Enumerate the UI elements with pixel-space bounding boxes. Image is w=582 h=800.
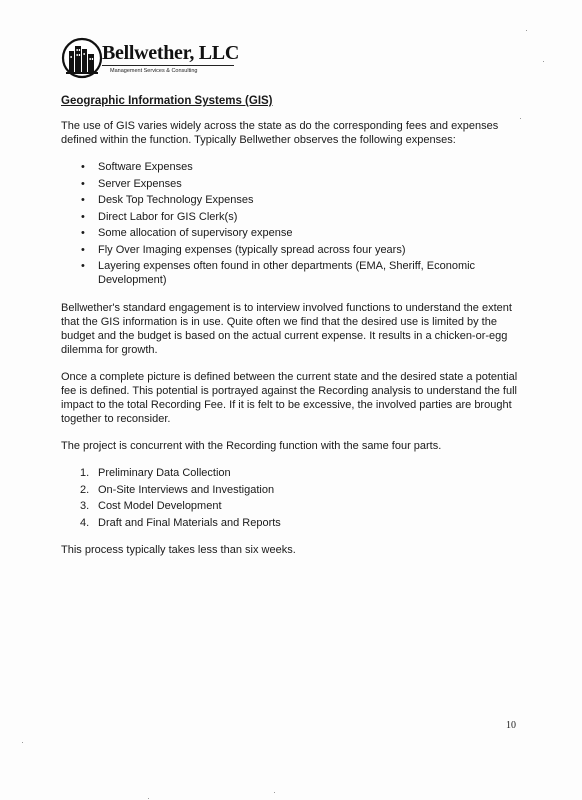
logo-divider	[102, 65, 234, 66]
document-body	[61, 94, 531, 570]
expense-item: • Direct Labor for GIS Clerk(s)	[61, 210, 531, 224]
expense-list	[61, 160, 531, 287]
scan-speck	[148, 798, 149, 799]
picture-paragraph: Once a complete picture is defined between the current state and the desired state a potential fee is defined. This potential is portrayed against the Recording analysis to understand the full impact to the total Recording Fee. If it is felt to be excessive, the involved parties are brought together to reconsider.	[61, 371, 518, 425]
expense-item: • Software Expenses	[61, 160, 531, 174]
step-item	[61, 516, 531, 530]
step-text: Cost Model Development	[98, 500, 222, 512]
expense-item: • Server Expenses	[61, 177, 531, 191]
expense-item: • Fly Over Imaging expenses (typically spread across four years)	[61, 243, 531, 257]
intro-paragraph: The use of GIS varies widely across the state as do the corresponding fees and expenses defined within the function. Typically Bellwether observes the following expenses:	[61, 120, 499, 146]
step-text: On-Site Interviews and Investigation	[98, 483, 275, 496]
step-text: Draft and Final Materials and Reports	[98, 516, 281, 529]
company-logo	[60, 36, 260, 82]
step-number: 4.	[80, 516, 90, 529]
step-item	[61, 466, 531, 480]
step-item	[61, 499, 531, 513]
scan-speck	[520, 118, 521, 119]
engagement-paragraph: Bellwether's standard engagement is to interview involved functions to understand the extent that the GIS information is in use. Quite often we find that the desired use is limited by the budget and the budget is based on the actual current expense. It results in a chicken-or-egg dilemma for growth.	[61, 302, 512, 356]
logo-tagline: Management Services & Consulting	[110, 68, 198, 74]
logo-company-name: Bellwether, LLC	[102, 42, 239, 64]
section-heading: Geographic Information Systems (GIS)	[61, 95, 273, 107]
closing-paragraph: This process typically takes less than six weeks.	[61, 543, 296, 556]
project-paragraph: The project is concurrent with the Recording function with the same four parts.	[61, 440, 442, 452]
step-text: Preliminary Data Collection	[98, 467, 231, 479]
step-number: 2.	[80, 483, 90, 496]
scan-speck	[274, 792, 275, 793]
expense-item: • Layering expenses often found in other departments (EMA, Sheriff, Economic Development)	[61, 259, 531, 287]
scan-speck	[22, 742, 23, 743]
expense-item: • Some allocation of supervisory expense	[61, 226, 531, 240]
scan-speck	[526, 30, 527, 31]
step-item	[61, 483, 531, 497]
steps-list	[61, 466, 531, 530]
page-number: 10	[506, 720, 516, 731]
step-number: 3.	[80, 500, 90, 512]
expense-item: • Desk Top Technology Expenses	[61, 193, 531, 207]
step-number: 1.	[80, 467, 90, 479]
building-logo-icon	[60, 36, 104, 80]
scan-speck	[543, 61, 544, 62]
